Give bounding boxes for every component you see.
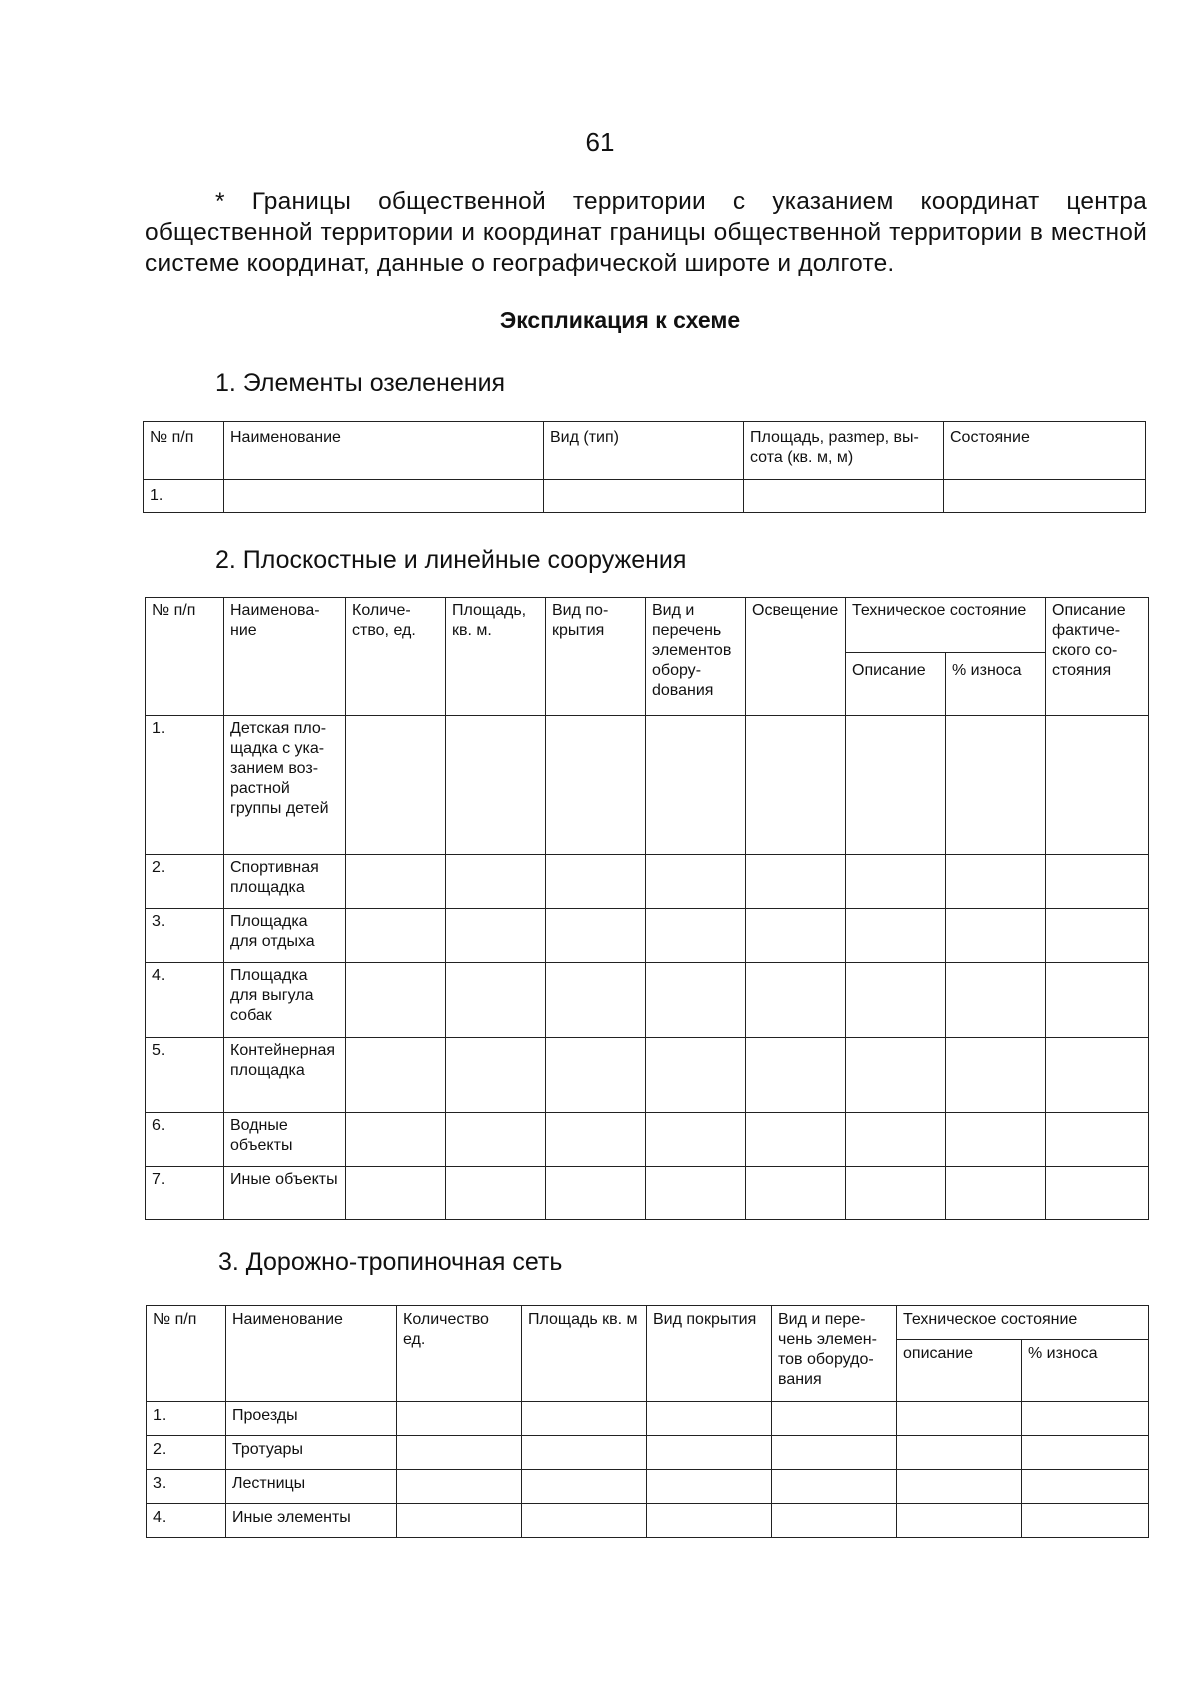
row-number: 2.	[146, 855, 224, 909]
header-cell: Площадь, кв. м.	[446, 598, 546, 716]
table-cell	[1022, 1436, 1149, 1470]
table-cell	[646, 716, 746, 855]
row-number: 1.	[147, 1402, 226, 1436]
table-cell	[522, 1436, 647, 1470]
table-cell	[446, 1038, 546, 1113]
table-cell	[346, 1167, 446, 1220]
table-row	[146, 855, 1149, 909]
table-row	[146, 716, 1149, 855]
table-cell	[897, 1504, 1022, 1538]
table-row	[147, 1470, 1149, 1504]
table-cell	[446, 716, 546, 855]
table-header-row	[144, 422, 1146, 480]
structures-table	[145, 597, 1149, 1220]
table-cell	[647, 1470, 772, 1504]
header-cell: № п/п	[147, 1306, 226, 1402]
row-name: Площадка для отдыха	[224, 909, 346, 963]
row-number: 1.	[144, 480, 224, 513]
row-number: 2.	[147, 1436, 226, 1470]
table-cell	[746, 716, 846, 855]
row-name: Иные элементы	[226, 1504, 397, 1538]
table-cell	[546, 1167, 646, 1220]
section1-title: 1. Элементы озеленения	[215, 369, 506, 397]
table-cell	[446, 909, 546, 963]
header-cell: Освещение	[746, 598, 846, 716]
table-cell	[1022, 1504, 1149, 1538]
header-cell: Описание	[846, 653, 946, 716]
table-cell	[846, 716, 946, 855]
row-number: 4.	[147, 1504, 226, 1538]
table-cell	[397, 1402, 522, 1436]
table-cell	[746, 1167, 846, 1220]
row-name: Лестницы	[226, 1470, 397, 1504]
table-cell	[1022, 1470, 1149, 1504]
table-cell	[1046, 1167, 1149, 1220]
table-cell	[522, 1504, 647, 1538]
row-name: Тротуары	[226, 1436, 397, 1470]
header-cell: № п/п	[146, 598, 224, 716]
table-cell	[647, 1402, 772, 1436]
table-cell	[446, 963, 546, 1038]
header-cell: % износа	[946, 653, 1046, 716]
table-cell	[946, 1113, 1046, 1167]
header-cell: Описание фактического состояния	[1046, 598, 1149, 716]
header-cell: Вид и перечень элементов оборуdования	[646, 598, 746, 716]
table-cell	[346, 1038, 446, 1113]
table-cell	[546, 855, 646, 909]
table-cell	[546, 1113, 646, 1167]
table-cell	[772, 1436, 897, 1470]
table-cell	[446, 1113, 546, 1167]
table-cell	[346, 909, 446, 963]
table-cell	[646, 1167, 746, 1220]
table-cell	[1022, 1402, 1149, 1436]
table-cell	[944, 480, 1146, 513]
header-cell: Техническое состояние	[897, 1306, 1149, 1340]
table-cell	[647, 1504, 772, 1538]
table-cell	[346, 855, 446, 909]
table-cell	[946, 909, 1046, 963]
table-cell	[1046, 909, 1149, 963]
row-number: 6.	[146, 1113, 224, 1167]
road-network-table	[146, 1305, 1149, 1538]
table-cell	[646, 1038, 746, 1113]
table-row	[147, 1402, 1149, 1436]
table-cell	[522, 1470, 647, 1504]
table-row	[144, 480, 1146, 513]
table-row	[146, 1038, 1149, 1113]
row-name: Водные объекты	[224, 1113, 346, 1167]
table-cell	[546, 909, 646, 963]
header-cell: описание	[897, 1340, 1022, 1402]
table-cell	[846, 1038, 946, 1113]
table-cell	[346, 963, 446, 1038]
table-cell	[846, 1167, 946, 1220]
table-header-row	[146, 598, 1149, 653]
table-row	[146, 1167, 1149, 1220]
table-cell	[897, 1402, 1022, 1436]
table-cell	[846, 1113, 946, 1167]
table-cell	[746, 855, 846, 909]
table-cell	[1046, 1038, 1149, 1113]
table-cell	[772, 1402, 897, 1436]
row-number: 5.	[146, 1038, 224, 1113]
table-cell	[446, 855, 546, 909]
header-cell: Количество, ед.	[346, 598, 446, 716]
table-cell	[772, 1504, 897, 1538]
table-cell	[397, 1504, 522, 1538]
header-cell: Количество ед.	[397, 1306, 522, 1402]
header-cell: % износа	[1022, 1340, 1149, 1402]
table-cell	[224, 480, 544, 513]
table-cell	[746, 1113, 846, 1167]
table-cell	[646, 909, 746, 963]
boundary-note: * Границы общественной территории с указанием координат центра общественной территории и координат границы общественной территории в местной системе координат, данные о географической широте и долготе.	[145, 188, 1147, 277]
table-cell	[544, 480, 744, 513]
table-cell	[522, 1402, 647, 1436]
row-name: Контейнерная площадка	[224, 1038, 346, 1113]
table-cell	[397, 1470, 522, 1504]
table-header-row	[147, 1306, 1149, 1340]
table-cell	[397, 1436, 522, 1470]
table-cell	[1046, 855, 1149, 909]
table-cell	[346, 1113, 446, 1167]
table-cell	[746, 1038, 846, 1113]
row-name: Площадка для выгула собак	[224, 963, 346, 1038]
header-cell: № п/п	[144, 422, 224, 480]
table-cell	[546, 963, 646, 1038]
table-row	[146, 909, 1149, 963]
row-name: Иные объекты	[224, 1167, 346, 1220]
table-cell	[846, 963, 946, 1038]
section3-title: 3. Дорожно-тропиночная сеть	[218, 1248, 563, 1276]
header-cell: Состояние	[944, 422, 1146, 480]
table-row	[146, 1113, 1149, 1167]
table-cell	[946, 1167, 1046, 1220]
table-cell	[744, 480, 944, 513]
row-number: 3.	[146, 909, 224, 963]
table-cell	[1046, 716, 1149, 855]
row-number: 4.	[146, 963, 224, 1038]
table-cell	[946, 1038, 1046, 1113]
header-cell: Вид покрытия	[546, 598, 646, 716]
row-number: 3.	[147, 1470, 226, 1504]
table-cell	[346, 716, 446, 855]
page-number: 61	[585, 127, 615, 157]
header-cell: Вид покрытия	[647, 1306, 772, 1402]
table-cell	[846, 909, 946, 963]
header-cell: Наименование	[226, 1306, 397, 1402]
table-cell	[946, 963, 1046, 1038]
greenery-table	[143, 421, 1146, 513]
table-cell	[946, 716, 1046, 855]
table-cell	[746, 909, 846, 963]
table-cell	[897, 1470, 1022, 1504]
header-cell: Площадь, разmер, высота (кв. м, м)	[744, 422, 944, 480]
table-row	[147, 1504, 1149, 1538]
table-row	[146, 963, 1149, 1038]
table-cell	[1046, 1113, 1149, 1167]
row-name: Спортивная площадка	[224, 855, 346, 909]
row-name: Детская площадка с указанием возрастной группы детей	[224, 716, 346, 855]
table-cell	[897, 1436, 1022, 1470]
table-cell	[772, 1470, 897, 1504]
header-cell: Площадь кв. м	[522, 1306, 647, 1402]
table-cell	[546, 716, 646, 855]
table-cell	[646, 963, 746, 1038]
header-cell: Техническое состояние	[846, 598, 1046, 653]
table-cell	[1046, 963, 1149, 1038]
header-cell: Наименование	[224, 598, 346, 716]
table-row	[147, 1436, 1149, 1470]
explication-heading: Экспликация к схеме	[499, 307, 741, 333]
row-name: Проезды	[226, 1402, 397, 1436]
header-cell: Вид (тип)	[544, 422, 744, 480]
header-cell: Наименование	[224, 422, 544, 480]
row-number: 7.	[146, 1167, 224, 1220]
table-cell	[946, 855, 1046, 909]
table-cell	[746, 963, 846, 1038]
table-cell	[647, 1436, 772, 1470]
row-number: 1.	[146, 716, 224, 855]
table-cell	[646, 1113, 746, 1167]
table-cell	[446, 1167, 546, 1220]
table-cell	[846, 855, 946, 909]
table-cell	[646, 855, 746, 909]
section2-title: 2. Плоскостные и линейные сооружения	[215, 546, 687, 574]
header-cell: Вид и перечень элементов оборудования	[772, 1306, 897, 1402]
table-cell	[546, 1038, 646, 1113]
